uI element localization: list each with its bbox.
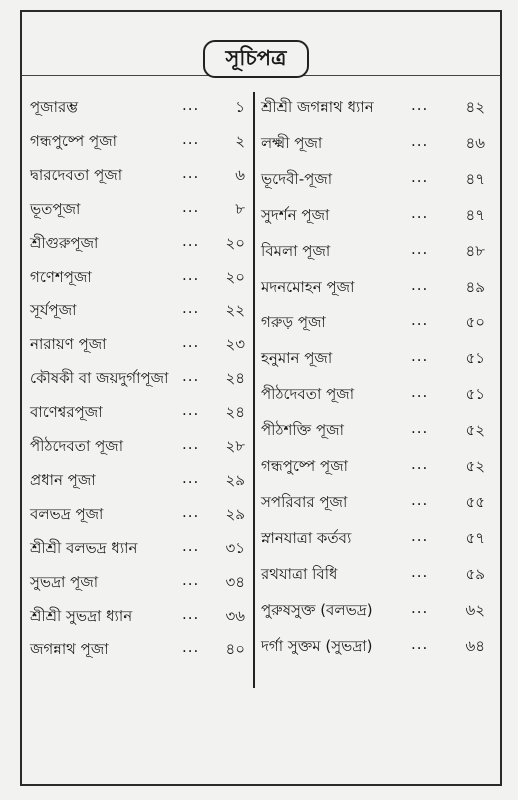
toc-entry-title: লক্ষ্মী পূজা — [261, 133, 323, 152]
toc-entry-leader: ... — [182, 163, 200, 182]
toc-entry-title: গরুড় পূজা — [261, 313, 326, 332]
toc-entry — [261, 599, 485, 629]
toc-entry-leader: ... — [182, 333, 200, 352]
toc-entry — [30, 503, 245, 533]
toc-entry-leader: ... — [411, 634, 429, 653]
toc-entry-title: নারায়ণ পূজা — [30, 335, 107, 354]
toc-entry-title: রথযাত্রা বিধি — [261, 564, 338, 583]
toc-entry-page-number: ৬ — [235, 165, 245, 184]
toc-entry-page-number: ৬২ — [465, 600, 485, 619]
toc-entry-page-number: ৪০ — [225, 640, 245, 659]
toc-entry-leader: ... — [182, 299, 200, 318]
toc-entry — [261, 96, 485, 126]
toc-entry — [30, 571, 245, 601]
toc-entry-page-number: ৫২ — [465, 457, 485, 475]
toc-entry-leader: ... — [411, 131, 429, 150]
toc-entry-page-number: ৫৫ — [465, 492, 485, 511]
toc-entry-page-number: ৩৬ — [225, 606, 245, 625]
toc-entry-leader: ... — [411, 167, 429, 186]
toc-entry-title: শ্রীশ্রী বলভদ্র ধ্যান — [30, 538, 138, 557]
toc-entry-leader: ... — [182, 570, 200, 589]
toc-entry-title: গন্ধপুষ্পে পূজা — [30, 131, 117, 150]
toc-entry — [261, 240, 485, 270]
toc-entry-leader: ... — [411, 383, 429, 402]
toc-entry-leader: ... — [182, 265, 200, 284]
toc-entry-leader: ... — [182, 197, 200, 216]
toc-entry — [30, 638, 245, 668]
toc-entry-title: গন্ধপুষ্পে পূজা — [261, 457, 348, 475]
toc-entry-title: ভূদেবী-পূজা — [261, 169, 333, 188]
toc-entry-page-number: ৩১ — [225, 538, 245, 557]
toc-entry-page-number: ৩৪ — [225, 572, 245, 591]
toc-entry — [30, 333, 245, 363]
toc-entry-page-number: ৮ — [235, 199, 245, 218]
toc-entry — [30, 537, 245, 567]
toc-entry — [261, 168, 485, 198]
toc-entry-leader: ... — [411, 490, 429, 509]
toc-entry-page-number: ৬৪ — [465, 636, 485, 655]
toc-entry-leader: ... — [182, 604, 200, 623]
toc-entry-title: কৌষকী বা জয়দুর্গাপূজা — [30, 369, 169, 388]
toc-entry-leader: ... — [182, 231, 200, 250]
toc-entry-title: বিমলা পূজা — [261, 241, 331, 260]
toc-entry-leader: ... — [182, 468, 200, 487]
toc-entry-title: মদনমোহন পূজা — [261, 277, 355, 296]
toc-entry — [30, 469, 245, 499]
toc-entry — [261, 311, 485, 341]
toc-entry-leader: ... — [411, 239, 429, 258]
toc-entry — [261, 491, 485, 521]
toc-entry-title: দ্বারদেবতা পূজা — [30, 165, 123, 184]
toc-entry-title: বলভদ্র পূজা — [30, 504, 104, 523]
toc-entry-leader: ... — [411, 96, 429, 114]
toc-entry-page-number: ২৪ — [225, 403, 245, 422]
toc-entry-leader: ... — [182, 435, 200, 453]
toc-entry — [261, 527, 485, 557]
toc-entry-leader: ... — [411, 347, 429, 366]
toc-entry-page-number: ৫২ — [465, 421, 485, 440]
toc-entry — [30, 299, 245, 329]
toc-entry-leader: ... — [182, 536, 200, 555]
toc-entry — [261, 347, 485, 377]
toc-entry — [261, 635, 485, 665]
toc-entry-title: সুদর্শন পূজা — [261, 205, 330, 224]
toc-entry-leader: ... — [411, 455, 429, 473]
toc-entry-leader: ... — [411, 275, 429, 294]
toc-entry — [261, 455, 485, 485]
toc-entry — [30, 164, 245, 194]
toc-entry-leader: ... — [411, 419, 429, 438]
toc-entry-leader: ... — [411, 203, 429, 222]
toc-entry-page-number: ২৪ — [225, 369, 245, 388]
toc-entry — [261, 132, 485, 162]
page-title: সূচিপত্র — [203, 40, 309, 78]
toc-entry-title: শ্রীশ্রী সুভদ্রা ধ্যান — [30, 606, 133, 625]
toc-entry-page-number: ২৩ — [225, 335, 245, 354]
toc-entry — [30, 130, 245, 160]
toc-entry-leader: ... — [182, 96, 200, 114]
toc-entry-page-number: ২ — [235, 131, 245, 150]
toc-entry — [30, 96, 245, 126]
toc-entry-leader: ... — [182, 401, 200, 420]
toc-entry-page-number: ৪৭ — [465, 205, 485, 224]
toc-entry-page-number: ৪৯ — [465, 277, 485, 296]
toc-entry-title: পূজারম্ভ — [30, 98, 79, 116]
toc-entry — [30, 435, 245, 465]
toc-entry-page-number: ২৯ — [225, 504, 245, 523]
column-divider — [253, 92, 255, 688]
toc-entry-title: শ্রীশ্রী জগন্নাথ ধ্যান — [261, 98, 374, 116]
toc-entry-title: সুভদ্রা পূজা — [30, 572, 99, 591]
toc-entry-page-number: ১ — [235, 98, 245, 116]
toc-entry-leader: ... — [182, 129, 200, 148]
toc-entry-page-number: ৫৭ — [465, 528, 485, 547]
toc-entry-title: শ্রীগুরুপূজা — [30, 233, 99, 252]
toc-entry-title: গণেশপূজা — [30, 267, 92, 286]
toc-entry — [261, 276, 485, 306]
toc-entry-title: পীঠদেবতা পূজা — [30, 437, 124, 455]
toc-entry-title: প্রধান পূজা — [30, 470, 96, 489]
toc-entry — [261, 383, 485, 413]
toc-entry-title: বাণেশ্বরপূজা — [30, 403, 103, 422]
toc-entry-page-number: ২০ — [225, 233, 245, 252]
toc-entry — [30, 605, 245, 635]
toc-entry — [261, 563, 485, 593]
toc-entry-leader: ... — [411, 526, 429, 545]
toc-entry-page-number: ৫০ — [465, 313, 485, 332]
toc-entry — [30, 232, 245, 262]
toc-entry-leader: ... — [182, 367, 200, 386]
toc-entry-title: ভূতপূজা — [30, 199, 81, 218]
toc-entry-page-number: ৫১ — [465, 349, 485, 368]
toc-entry — [261, 419, 485, 449]
toc-entry-page-number: ৫১ — [465, 385, 485, 404]
toc-entry — [261, 204, 485, 234]
toc-entry-page-number: ৪৬ — [465, 133, 485, 152]
toc-entry-title: সপরিবার পূজা — [261, 492, 348, 511]
toc-entry-title: জগন্নাথ পূজা — [30, 640, 109, 659]
toc-entry-page-number: ২৯ — [225, 470, 245, 489]
toc-entry-leader: ... — [182, 502, 200, 521]
toc-entry-title: দর্গা সুক্তম (সুভদ্রা) — [261, 636, 373, 655]
toc-entry-leader: ... — [411, 562, 429, 581]
toc-entry-page-number: ৪২ — [465, 98, 485, 116]
toc-entry-page-number: ৪৭ — [465, 169, 485, 188]
toc-entry — [30, 198, 245, 228]
toc-entry-title: সূর্যপূজা — [30, 301, 77, 320]
toc-entry-title: পীঠশক্তি পূজা — [261, 421, 344, 440]
toc-entry-page-number: ৪৮ — [465, 241, 485, 260]
toc-entry — [30, 401, 245, 431]
toc-entry-page-number: ২০ — [225, 267, 245, 286]
toc-entry-leader: ... — [182, 638, 200, 657]
toc-entry-title: স্নানযাত্রা কর্তব্য — [261, 528, 352, 547]
toc-entry — [30, 367, 245, 397]
toc-entry-leader: ... — [411, 598, 429, 617]
toc-entry-page-number: ৫৯ — [465, 564, 485, 583]
toc-entry-page-number: ২৮ — [225, 437, 245, 455]
toc-entry-page-number: ২২ — [225, 301, 245, 320]
toc-entry-title: হনুমান পূজা — [261, 349, 333, 368]
toc-entry-leader: ... — [411, 311, 429, 330]
toc-entry-title: পুরুষসুক্ত (বলভদ্র) — [261, 600, 373, 619]
toc-entry — [30, 266, 245, 296]
toc-entry-title: পীঠদেবতা পূজা — [261, 385, 355, 404]
